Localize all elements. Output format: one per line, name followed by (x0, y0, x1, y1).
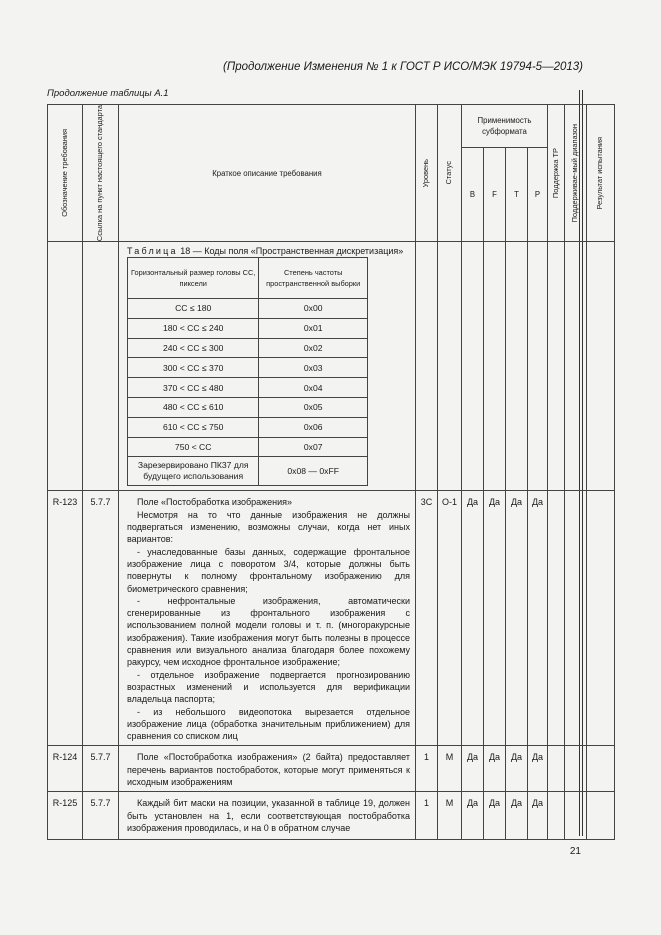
table18-caption: Таблица 18 — Коды поля «Пространственная дискретизация» (127, 246, 404, 257)
row-b: Да (462, 746, 484, 792)
table18 (127, 257, 368, 486)
table18-header (128, 258, 368, 299)
table-row (48, 746, 615, 792)
row-status: O-1 (438, 491, 462, 746)
row-ref: 5.7.7 (83, 491, 119, 746)
document-header: (Продолжение Изменения № 1 к ГОСТ Р ИСО/МЭК 19794-5—2013) (223, 61, 583, 73)
row-f: Да (484, 746, 506, 792)
col-header-code: Обозначение требования (48, 105, 83, 242)
row-code: R-123 (48, 491, 83, 746)
row-b: Да (462, 792, 484, 840)
row-p: Да (528, 491, 548, 746)
row-t: Да (506, 491, 528, 746)
col-header-p: P (528, 148, 548, 242)
row-t: Да (506, 792, 528, 840)
row-level: 1 (416, 792, 438, 840)
row-p: Да (528, 792, 548, 840)
table18-row: 610 < CC ≤ 750 0x06 (128, 417, 368, 437)
col-header-f: F (484, 148, 506, 242)
row-level: 3C (416, 491, 438, 746)
table-row (48, 792, 615, 840)
row-desc: Поле «Постобработка изображения» Несмотря на то что данные изображения не должны подвергаться изменению, возможны случаи, когда нет иных вариантов: - унаследованные базы данных, содержащие фронтальное изображение лица с поворотом 3/4, которые должны быть повернуты к полному фронтальному изображению для биометрического сравнения; - нефронтальные изображения, автоматически сгенерированные из фронтального изображения с использованием полной модели головы и т. п. (многоракурсные изображения). Такие изображения могут быть полезны в процессе сравнения или визуального анализа благодаря более похожему ракурсу, чем исходное фронтальное изображение; - отдельное изображение подвергается прогнозированию возрастных изменений и используется для верификации владельца паспорта; - из небольшого видеопотока вырезается отдельное изображение лица (обработка значительным приближением) для сравнения со списком лиц (119, 491, 416, 746)
table18-row: 180 < CC ≤ 240 0x01 (128, 318, 368, 338)
col-header-result: Результат испытания (587, 105, 615, 242)
row-status: M (438, 792, 462, 840)
table18-col2: Степень частоты пространственной выборки (259, 258, 368, 299)
table18-row: 750 < CC 0x07 (128, 437, 368, 457)
col-header-level: Уровень (416, 105, 438, 242)
col-header-status: Статус (438, 105, 462, 242)
row-ref: 5.7.7 (83, 792, 119, 840)
col-header-range: Поддерживае-мый диапазон (565, 105, 587, 242)
col-header-b: B (462, 148, 484, 242)
col-header-desc: Краткое описание требования (119, 105, 416, 242)
table18-row: 370 < CC ≤ 480 0x04 (128, 378, 368, 398)
col-header-ref: Ссылка на пункт настоящего стандарта (83, 105, 119, 242)
row-b: Да (462, 491, 484, 746)
table-header-row (48, 105, 615, 148)
table-caption: Продолжение таблицы А.1 (47, 88, 169, 99)
row-t: Да (506, 746, 528, 792)
table18-row: 300 < CC ≤ 370 0x03 (128, 358, 368, 378)
table18-row: Зарезервировано ПК37 для будущего использования 0x08 — 0xFF (128, 457, 368, 486)
row-code: R-125 (48, 792, 83, 840)
table18-col1: Горизонтальный размер головы СС, пиксели (128, 258, 259, 299)
col-header-t: T (506, 148, 528, 242)
page-number: 21 (569, 846, 581, 857)
table18-row: 480 < CC ≤ 610 0x05 (128, 398, 368, 418)
row-f: Да (484, 792, 506, 840)
row-level: 1 (416, 746, 438, 792)
row-desc: Каждый бит маски на позиции, указанной в таблице 19, должен быть установлен на 1, если соответствующая постобработка изображения проводилась, и на 0 в обратном случае (119, 792, 416, 840)
col-header-applicability: Применимость субформата (462, 105, 548, 148)
table18-cell (119, 242, 416, 491)
table18-row: CC ≤ 180 0x00 (128, 299, 368, 319)
requirements-table (47, 104, 615, 840)
table18-row: 240 < CC ≤ 300 0x02 (128, 338, 368, 358)
row-status: M (438, 746, 462, 792)
table-row (48, 242, 615, 491)
col-header-support: Поддержка ТР (548, 105, 565, 242)
row-desc: Поле «Постобработка изображения» (2 байта) предоставляет перечень вариантов постобработок, которые могут применяться к исходным изображениям (119, 746, 416, 792)
row-f: Да (484, 491, 506, 746)
table-row (48, 491, 615, 746)
row-ref: 5.7.7 (83, 746, 119, 792)
row-p: Да (528, 746, 548, 792)
row-code: R-124 (48, 746, 83, 792)
